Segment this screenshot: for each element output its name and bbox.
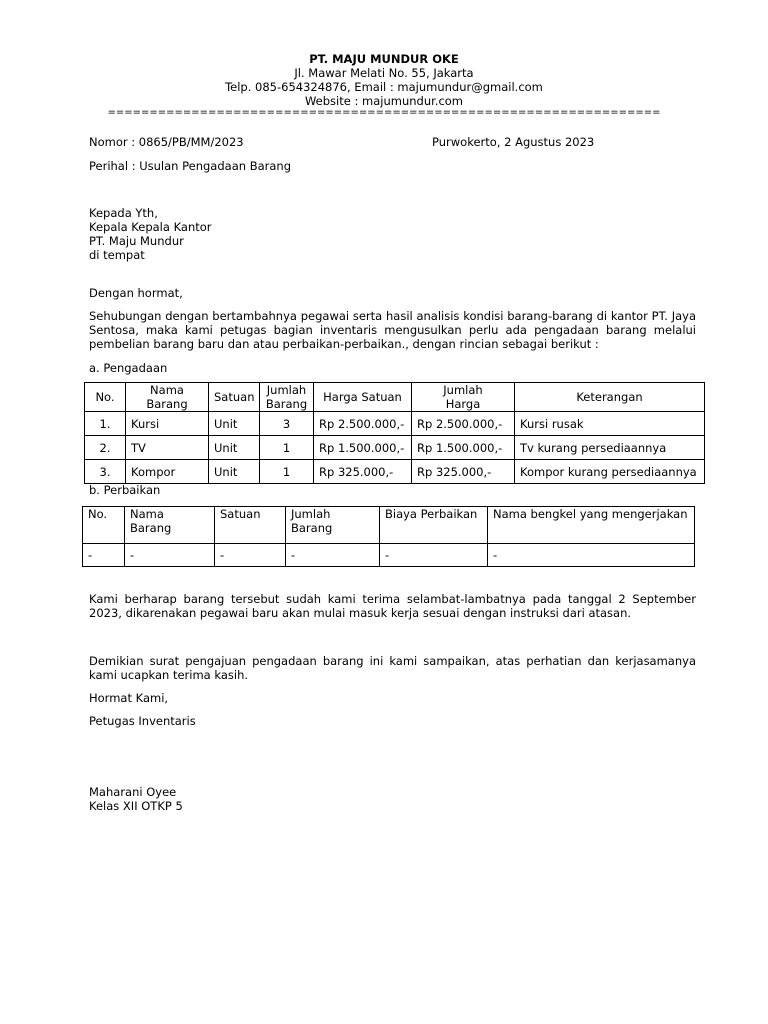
- procurement-table: [84, 382, 705, 484]
- cell-qty: 3: [260, 412, 314, 436]
- section-a-title: a. Pengadaan: [89, 361, 168, 375]
- signer-name: Maharani Oyee: [89, 785, 177, 799]
- cell-qty: 1: [260, 460, 314, 484]
- cell-total: Rp 325.000,-: [412, 460, 515, 484]
- company-contact: Telp. 085-654324876, Email : majumundur@gmail.com: [225, 80, 543, 94]
- column-header: No.: [85, 383, 126, 412]
- repair-table: [82, 506, 695, 567]
- column-header: Jumlah Barang: [260, 383, 314, 412]
- signer-class: Kelas XII OTKP 5: [89, 799, 183, 813]
- cell-no: -: [83, 544, 125, 567]
- cell-item: TV: [126, 436, 209, 460]
- cell-unit: -: [215, 544, 286, 567]
- table-row: [85, 412, 705, 436]
- cell-qty: -: [286, 544, 380, 567]
- subject: Perihal : Usulan Pengadaan Barang: [89, 159, 291, 173]
- company-address: Jl. Mawar Melati No. 55, Jakarta: [294, 66, 474, 80]
- table-header-row: [83, 507, 695, 544]
- cell-item: Kompor: [126, 460, 209, 484]
- recipient-line: Kepada Yth,: [89, 206, 158, 220]
- cell-unit-price: Rp 325.000,-: [314, 460, 412, 484]
- closing-paragraph: Kami berharap barang tersebut sudah kami terima selambat-lambatnya pada tanggal 2 September 2023, dikarenakan pegawai baru akan mulai masuk kerja sesuai dengan instruksi dari atasan.: [89, 592, 696, 620]
- cell-unit-price: Rp 2.500.000,-: [314, 412, 412, 436]
- column-header: Nama Barang: [125, 507, 215, 544]
- cell-unit: Unit: [209, 412, 260, 436]
- cell-unit: Unit: [209, 460, 260, 484]
- letter-number: Nomor : 0865/PB/MM/2023: [89, 135, 244, 149]
- regards: Hormat Kami,: [89, 691, 169, 705]
- cell-total: Rp 2.500.000,-: [412, 412, 515, 436]
- table-row: [85, 460, 705, 484]
- company-name: PT. MAJU MUNDUR OKE: [309, 52, 459, 66]
- column-header: Keterangan: [515, 383, 705, 412]
- column-header: No.: [83, 507, 125, 544]
- cell-no: 1.: [85, 412, 126, 436]
- cell-item: Kursi: [126, 412, 209, 436]
- table-row: [85, 436, 705, 460]
- cell-workshop: -: [488, 544, 695, 567]
- company-website: Website : majumundur.com: [304, 94, 464, 108]
- letterhead-separator: ==================================================================: [107, 107, 661, 118]
- cell-total: Rp 1.500.000,-: [412, 436, 515, 460]
- intro-paragraph: Sehubungan dengan bertambahnya pegawai serta hasil analisis kondisi barang-barang di kantor PT. Jaya Sentosa, maka kami petugas bagian inventaris mengusulkan perlu ada pengadaan barang melalui pembelian barang baru dan atau perbaikan-perbaikan., dengan rincian sebagai berikut :: [89, 309, 696, 351]
- place-date: Purwokerto, 2 Agustus 2023: [432, 135, 595, 149]
- cell-no: 3.: [85, 460, 126, 484]
- table-header-row: [85, 383, 705, 412]
- salutation: Dengan hormat,: [89, 286, 183, 300]
- cell-note: Tv kurang persediaannya: [515, 436, 705, 460]
- cell-unit: Unit: [209, 436, 260, 460]
- cell-unit-price: Rp 1.500.000,-: [314, 436, 412, 460]
- cell-item: -: [125, 544, 215, 567]
- signer-role: Petugas Inventaris: [89, 714, 196, 728]
- column-header: Nama Barang: [126, 383, 209, 412]
- column-header: Satuan: [215, 507, 286, 544]
- column-header: Jumlah Harga: [412, 383, 515, 412]
- column-header: Satuan: [209, 383, 260, 412]
- table-row: [83, 544, 695, 567]
- column-header: Biaya Perbaikan: [380, 507, 488, 544]
- closing-paragraph: Demikian surat pengajuan pengadaan barang ini kami sampaikan, atas perhatian dan kerjasamanya kami ucapkan terima kasih.: [89, 654, 696, 682]
- recipient-line: PT. Maju Mundur: [89, 234, 184, 248]
- recipient-line: Kepala Kepala Kantor: [89, 220, 212, 234]
- column-header: Harga Satuan: [314, 383, 412, 412]
- cell-note: Kompor kurang persediaannya: [515, 460, 705, 484]
- cell-repair-cost: -: [380, 544, 488, 567]
- column-header: Nama bengkel yang mengerjakan: [488, 507, 695, 544]
- cell-qty: 1: [260, 436, 314, 460]
- cell-no: 2.: [85, 436, 126, 460]
- cell-note: Kursi rusak: [515, 412, 705, 436]
- section-b-title: b. Perbaikan: [89, 483, 161, 497]
- column-header: Jumlah Barang: [286, 507, 380, 544]
- recipient-line: di tempat: [89, 248, 145, 262]
